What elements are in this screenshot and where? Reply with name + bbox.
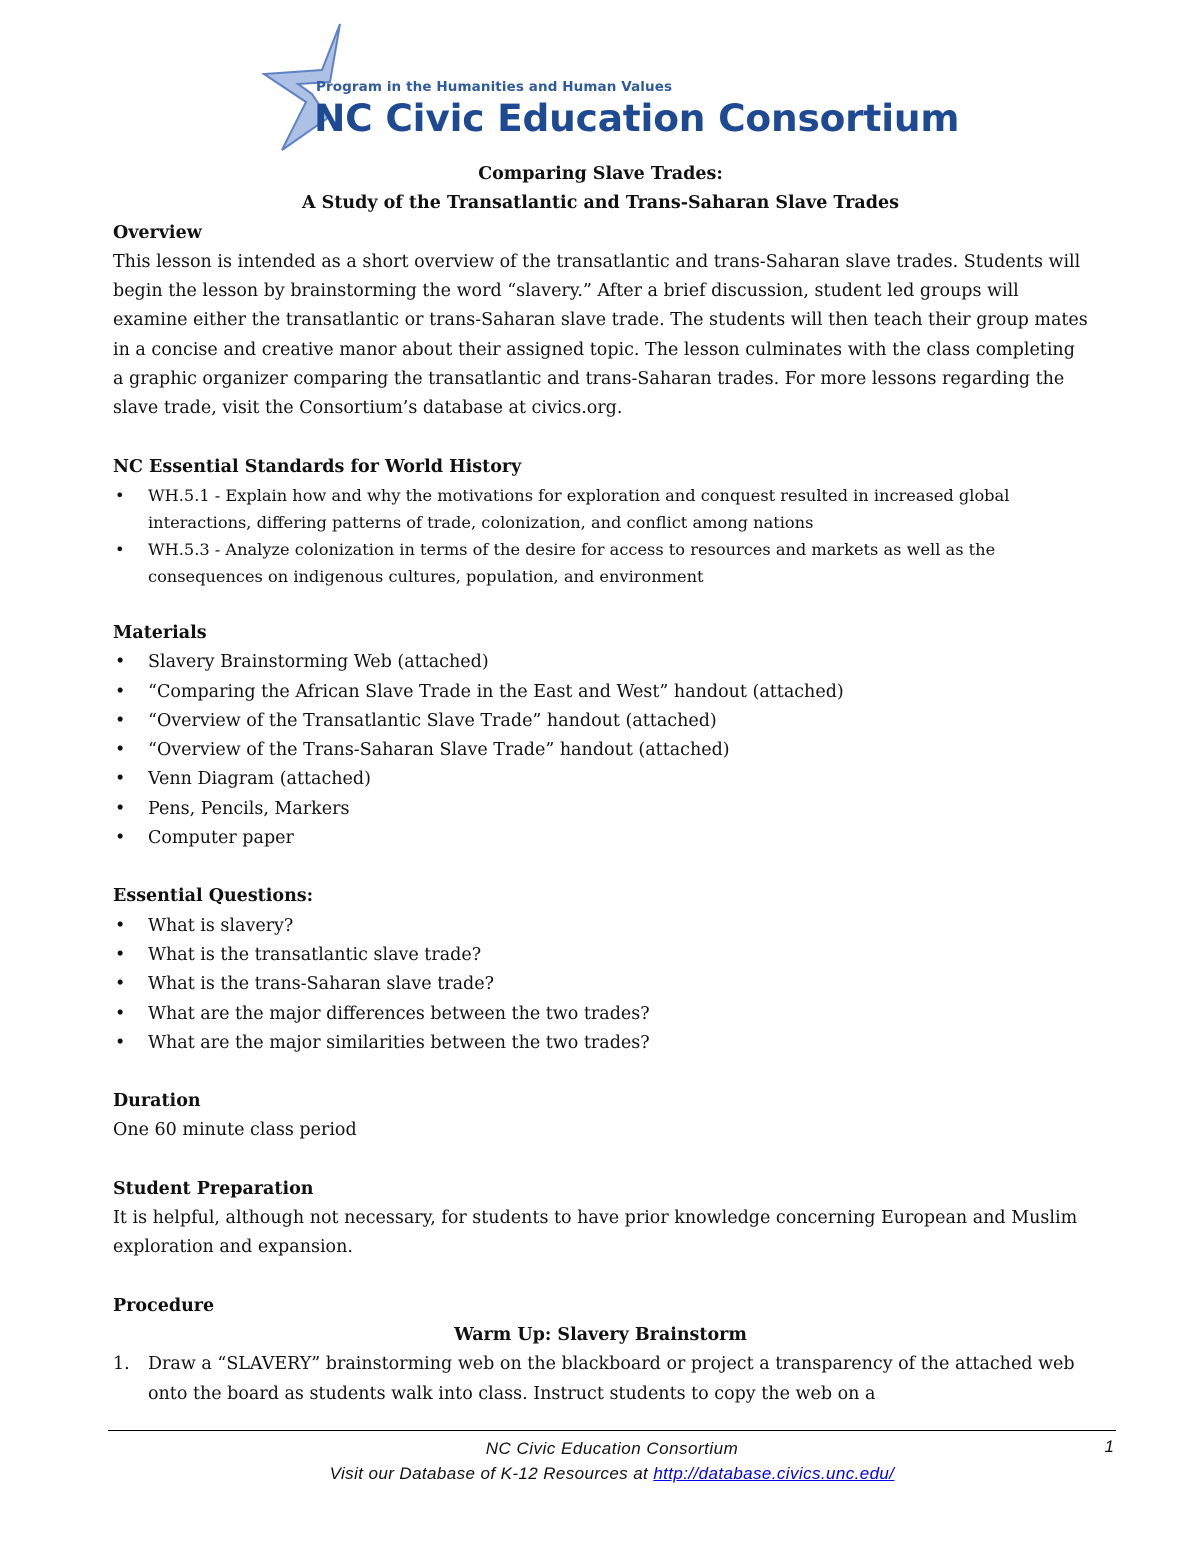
list-item: • What is the transatlantic slave trade? [113, 941, 1088, 970]
list-item: • What are the major differences between the two trades? [113, 1000, 1088, 1029]
list-item: • What are the major similarities between the two trades? [113, 1029, 1088, 1058]
list-item: • Slavery Brainstorming Web (attached) [113, 648, 1088, 677]
step-number: 1. [113, 1354, 130, 1375]
footer-database-text: Visit our Database of K-12 Resources at [329, 1464, 654, 1483]
list-item [113, 1350, 1088, 1409]
materials-list [113, 648, 1088, 853]
materials-heading: Materials [113, 622, 207, 643]
footer-database-line [108, 1461, 1116, 1487]
consortium-logo [258, 22, 960, 157]
list-item: • Pens, Pencils, Markers [113, 795, 1088, 824]
list-item: • What is slavery? [113, 912, 1088, 941]
procedure-steps [113, 1350, 1088, 1409]
overview-text: This lesson is intended as a short overview of the transatlantic and trans-Saharan slave trades. Students will begin the lesson by brainstorming the word “slavery.” After a brief discussion, student led groups will examine either the transatlantic or trans-Saharan slave trade. The students will then teach their group mates in a concise and creative manor about their assigned topic. The lesson culminates with the class completing a graphic organizer comparing the transatlantic and trans-Saharan trades. For more lessons regarding the slave trade, visit the Consortium’s database at civics.org. [113, 251, 1088, 419]
overview-heading: Overview [113, 222, 202, 243]
document-title: Comparing Slave Trades: [478, 164, 723, 184]
preparation-text: It is helpful, although not necessary, for students to have prior knowledge concerning European and Muslim exploration and expansion. [113, 1208, 1078, 1258]
standards-list [113, 482, 1088, 590]
list-item: • “Comparing the African Slave Trade in the East and West” handout (attached) [113, 678, 1088, 707]
list-item: • WH.5.3 - Analyze colonization in terms of the desire for access to resources and markets as well as the consequences on indigenous cultures, population, and environment [113, 536, 1088, 590]
list-item: • Computer paper [113, 824, 1088, 853]
footer-org: NC Civic Education Consortium [485, 1439, 739, 1458]
list-item: • “Overview of the Trans-Saharan Slave Trade” handout (attached) [113, 736, 1088, 765]
page-footer [108, 1430, 1116, 1487]
procedure-heading: Procedure [113, 1295, 215, 1316]
step-text: Draw a “SLAVERY” brainstorming web on the blackboard or project a transparency of the attached web onto the board as students walk into class. Instruct students to copy the web on a [148, 1354, 1075, 1404]
page-number: 1 [1104, 1437, 1114, 1456]
questions-list [113, 912, 1088, 1058]
list-item: • “Overview of the Transatlantic Slave Trade” handout (attached) [113, 707, 1088, 736]
list-item: • Venn Diagram (attached) [113, 765, 1088, 794]
duration-heading: Duration [113, 1091, 201, 1112]
list-item: • What is the trans-Saharan slave trade? [113, 970, 1088, 999]
list-item: • WH.5.1 - Explain how and why the motivations for exploration and conquest resulted in increased global interactions, differing patterns of trade, colonization, and conflict among nations [113, 482, 1088, 536]
standards-heading: NC Essential Standards for World History [113, 456, 522, 477]
logo-org-name: NC Civic Education Consortium [314, 96, 960, 140]
logo-tagline: Program in the Humanities and Human Values [316, 79, 673, 95]
procedure-subheading: Warm Up: Slavery Brainstorm [454, 1324, 747, 1345]
duration-text: One 60 minute class period [113, 1120, 357, 1141]
preparation-heading: Student Preparation [113, 1178, 314, 1199]
document-body [113, 160, 1088, 1409]
questions-heading: Essential Questions: [113, 886, 314, 907]
database-link[interactable]: http://database.civics.unc.edu/ [653, 1464, 895, 1483]
document-subtitle: A Study of the Transatlantic and Trans-Saharan Slave Trades [302, 193, 899, 214]
